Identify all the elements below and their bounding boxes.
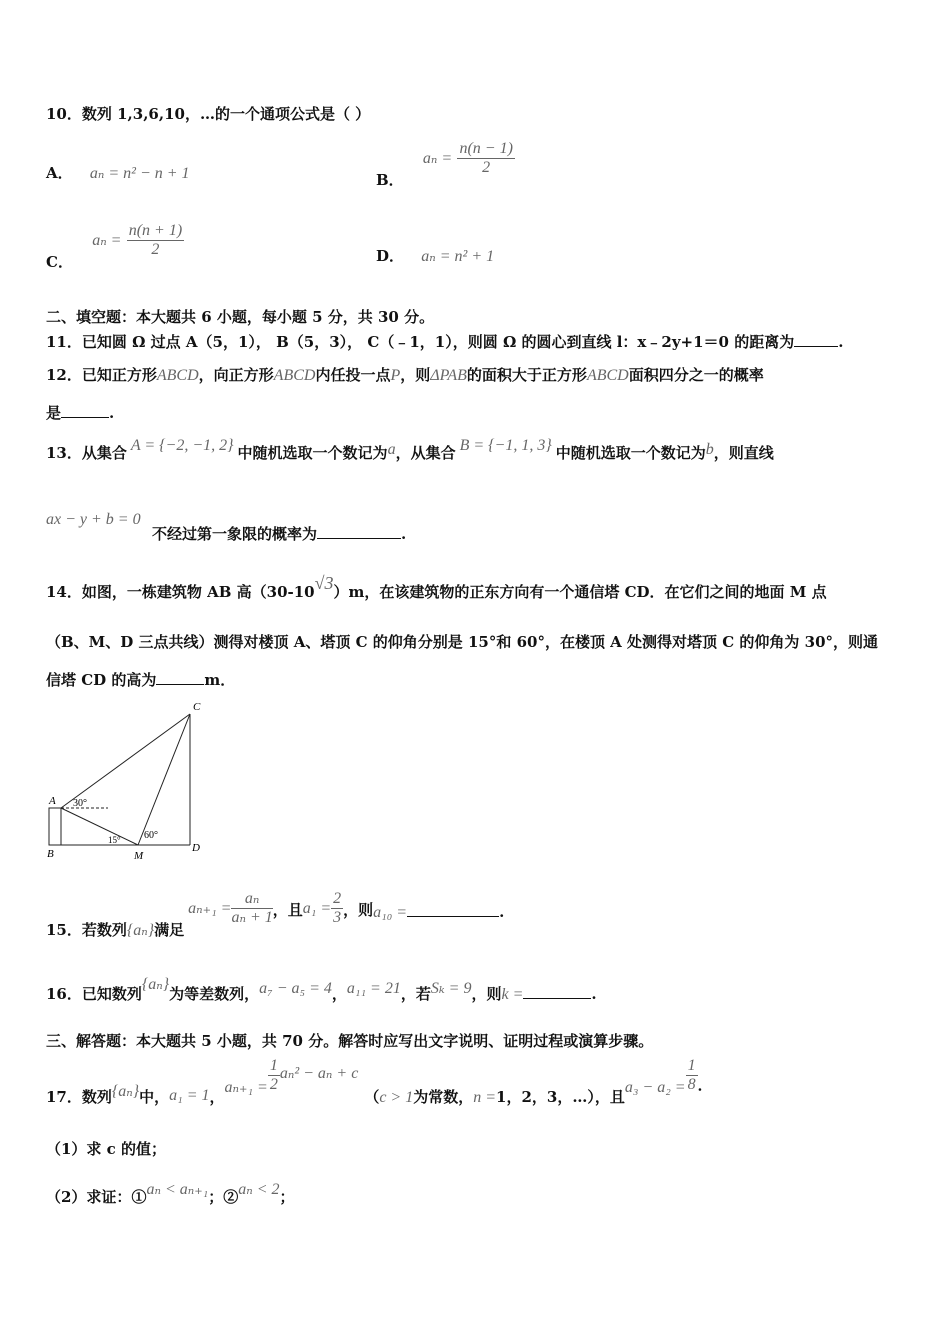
q16: 16．已知数列{aₙ}为等差数列，a₇ − a₅ = 4，a₁₁ = 21，若Sₖ = 9，则k = .: [46, 976, 597, 1003]
q17-a1: a₁ = 1: [169, 1086, 210, 1104]
angle-60: 60°: [144, 830, 158, 841]
option-b-lhs: aₙ =: [422, 149, 453, 167]
q17-sub2-text-2: ；②: [208, 1188, 239, 1206]
q15: 15．若数列{aₙ}满足aₙ₊₁ = $\frac{\text{aₙ}}{\text{aₙ + 1}}$ ，且a₁ = $\frac{2}{3}$ ，则a₁₀ = .: [46, 890, 505, 939]
q12-triangle-pab: ΔPAB: [430, 367, 467, 384]
q12-answer-blank[interactable]: [61, 416, 109, 418]
q13-text-2: 中随机选取一个数记为: [237, 444, 388, 462]
q13-line-equation: ax − y + b = 0: [46, 511, 141, 528]
q14-text-3: 信塔 CD 的高为: [46, 671, 157, 689]
q12-line-1: [46, 364, 764, 385]
q12-text-5: 的面积大于正方形: [466, 366, 587, 384]
label-c: C: [193, 701, 201, 713]
q14-line-2: （B、M、D 三点共线）测得对楼顶 A、塔顶 C 的仰角分别是 15°和 60°，在楼顶 A 处测得对塔顶 C 的仰角为 30°，则通: [46, 633, 879, 651]
q15-text-4: ，则: [343, 900, 374, 919]
q17-end: ．: [697, 1075, 713, 1094]
q17-text-2: 中，: [139, 1087, 170, 1106]
q14-line-1: [46, 573, 827, 602]
q14-line-3: [46, 669, 235, 690]
q14-figure: [40, 696, 220, 866]
q17-half-numerator: 1: [268, 1057, 280, 1076]
q15-a10: a₁₀ =: [373, 903, 408, 921]
q16-text-3: ，若: [400, 985, 431, 1003]
q14-sqrt-3: √3: [314, 573, 334, 593]
q16-text-2: 为等差数列，: [169, 985, 260, 1003]
q10-option-c[interactable]: [46, 222, 184, 271]
q10-option-d[interactable]: [376, 245, 494, 266]
q11-answer-blank[interactable]: [794, 345, 838, 347]
option-c-numerator: n(n + 1): [127, 222, 184, 241]
label-d: D: [192, 842, 200, 854]
line-ac: [61, 714, 190, 808]
q15-answer-blank[interactable]: [407, 915, 499, 917]
q12-text-6: 面积四分之一的概率: [628, 366, 764, 384]
option-d-formula: aₙ = n² + 1: [421, 248, 495, 265]
q12-abcd-2: ABCD: [273, 367, 316, 384]
angle-30: 30°: [73, 798, 87, 809]
q17-text-5: 1，2，3，…），且: [496, 1087, 625, 1106]
q17-sequence: {aₙ}: [111, 1082, 140, 1100]
q12-text-4: ，则: [400, 366, 431, 384]
q17-eighth: [686, 1057, 698, 1095]
q17-text-4: 为常数，: [413, 1087, 474, 1106]
q13-text-3: ，从集合: [395, 444, 456, 462]
option-b-fraction: [457, 140, 514, 178]
q10-option-b[interactable]: [376, 140, 515, 189]
q16-text-1: 16．已知数列: [46, 985, 142, 1003]
label-b: B: [47, 848, 54, 860]
q15-a1-fraction: [331, 890, 343, 928]
q15-fraction: [231, 890, 272, 928]
q17-sub2-text-1: （2）求证：①: [46, 1188, 147, 1206]
q13-answer-blank[interactable]: [317, 537, 401, 539]
option-b-numerator: n(n − 1): [457, 140, 514, 159]
line-am: [61, 808, 138, 845]
q13-text-5: ，则直线: [713, 444, 774, 462]
q12-line-2: 是 .: [46, 404, 115, 422]
option-b-label: B．: [376, 170, 404, 189]
option-a-label: A．: [46, 164, 73, 182]
q16-condition-1: a₇ − a₅ = 4: [259, 980, 332, 997]
q13-set-a: A = {−2, −1, 2}: [130, 437, 234, 454]
q13-text-4: 中随机选取一个数记为: [555, 444, 706, 462]
q13-text-6: 不经过第一象限的概率为: [152, 525, 318, 543]
q15-a1: a₁ =: [302, 899, 332, 917]
q17-condition: c > 1: [379, 1088, 414, 1106]
q14-text-2: ）m，在该建筑物的正东方向有一个通信塔 CD．在它们之间的地面 M 点: [333, 583, 827, 601]
q17-inequality-1: aₙ < aₙ₊₁: [146, 1181, 209, 1198]
q14-text-1: 14．如图，一栋建筑物 AB 高（30-10: [46, 583, 315, 601]
q13-line-1: [46, 437, 774, 463]
q16-sep: ，: [331, 985, 347, 1003]
q13-set-b: B = {−1, 1, 3}: [459, 437, 552, 454]
q13-line-2: [46, 510, 141, 529]
q15-text-3: ，且: [272, 900, 303, 919]
q13-var-a: a: [387, 441, 396, 458]
building-ab: [49, 808, 61, 845]
q17-half: [268, 1057, 280, 1095]
section-2-heading: 二、填空题：本大题共 6 小题，每小题 5 分，共 30 分。: [46, 308, 435, 326]
q17-sub-1: （1）求 c 的值；: [46, 1140, 167, 1158]
option-d-label: D．: [376, 247, 405, 265]
q17-n: n =: [473, 1088, 497, 1106]
q17-recurrence-lhs: aₙ₊₁ =: [224, 1078, 268, 1096]
q13-text-1: 13．从集合: [46, 444, 127, 462]
q11: 11．已知圆 Ω 过点 A（5，1）， B（5，3）， C（﹣1，1），则圆 Ω 的圆心到直线 l：x﹣2y+1＝0 的距离为 .: [46, 333, 844, 351]
q17-comma: ，: [209, 1087, 225, 1106]
option-c-denominator: 2: [151, 241, 160, 259]
q16-condition-3: Sₖ = 9: [430, 980, 472, 997]
q16-text-4: ，则: [471, 985, 502, 1003]
label-m: M: [134, 850, 144, 862]
q13-var-b: b: [705, 441, 714, 458]
q15-a1-numerator: 2: [331, 890, 343, 909]
q17-eighth-numerator: 1: [686, 1057, 698, 1076]
q12-text-1: 12．已知正方形: [46, 366, 157, 384]
q17-half-denominator: 2: [269, 1076, 278, 1094]
q15-a1-denominator: 3: [333, 909, 342, 927]
option-c-label: C．: [46, 252, 73, 271]
q15-sequence: {aₙ}: [126, 921, 155, 939]
angle-15: 15°: [108, 835, 121, 845]
q17: [46, 1057, 713, 1106]
q15-lhs: aₙ₊₁ =: [188, 899, 232, 917]
q17-text-1: 17．数列: [46, 1087, 112, 1106]
q16-k: k =: [501, 986, 524, 1003]
option-c-fraction: [127, 222, 184, 260]
q17-inequality-2: aₙ < 2: [238, 1181, 280, 1198]
q17-sub2-text-3: ；: [279, 1188, 295, 1206]
q17-eighth-denominator: 8: [687, 1076, 696, 1094]
q14-unit: m．: [204, 671, 236, 689]
q15-denominator: aₙ + 1: [231, 909, 273, 927]
q17-sub-2: [46, 1181, 295, 1207]
q10-stem: 10．数列 1,3,6,10，…的一个通项公式是（ ）: [46, 105, 371, 123]
line-mc: [138, 714, 190, 845]
q12-text-2: ，向正方形: [198, 366, 274, 384]
q12-abcd-3: ABCD: [586, 367, 629, 384]
q15-numerator: aₙ: [231, 890, 272, 909]
q14-answer-blank[interactable]: [156, 683, 204, 685]
q12-abcd-1: ABCD: [156, 367, 199, 384]
q13-line-3: 不经过第一象限的概率为 .: [152, 525, 407, 543]
option-b-denominator: 2: [482, 159, 491, 177]
q12-point-p: P: [390, 367, 401, 384]
q16-answer-blank[interactable]: [523, 997, 591, 999]
q10-option-a[interactable]: [46, 162, 190, 183]
q12-text-7: 是: [46, 404, 62, 422]
q17-difference: a₃ − a₂ =: [624, 1078, 686, 1096]
label-a: A: [49, 795, 56, 807]
q16-sequence: {aₙ}: [141, 976, 170, 993]
q17-recurrence-rhs: aₙ² − aₙ + c: [279, 1064, 359, 1082]
q11-text: 11．已知圆 Ω 过点 A（5，1）， B（5，3）， C（﹣1，1），则圆 Ω 的圆心到直线 l：x﹣2y+1＝0 的距离为: [46, 333, 795, 351]
option-c-lhs: aₙ =: [92, 231, 122, 249]
q16-condition-2: a₁₁ = 21: [346, 980, 401, 997]
q15-text-1: 15．若数列: [46, 920, 127, 939]
q17-text-3: （: [364, 1087, 380, 1106]
q15-text-2: 满足: [154, 920, 185, 939]
q12-text-3: 内任投一点: [315, 366, 391, 384]
section-3-heading: 三、解答题：本大题共 5 小题，共 70 分。解答时应写出文字说明、证明过程或演算步骤。: [46, 1032, 654, 1050]
option-a-formula: aₙ = n² − n + 1: [89, 165, 190, 182]
